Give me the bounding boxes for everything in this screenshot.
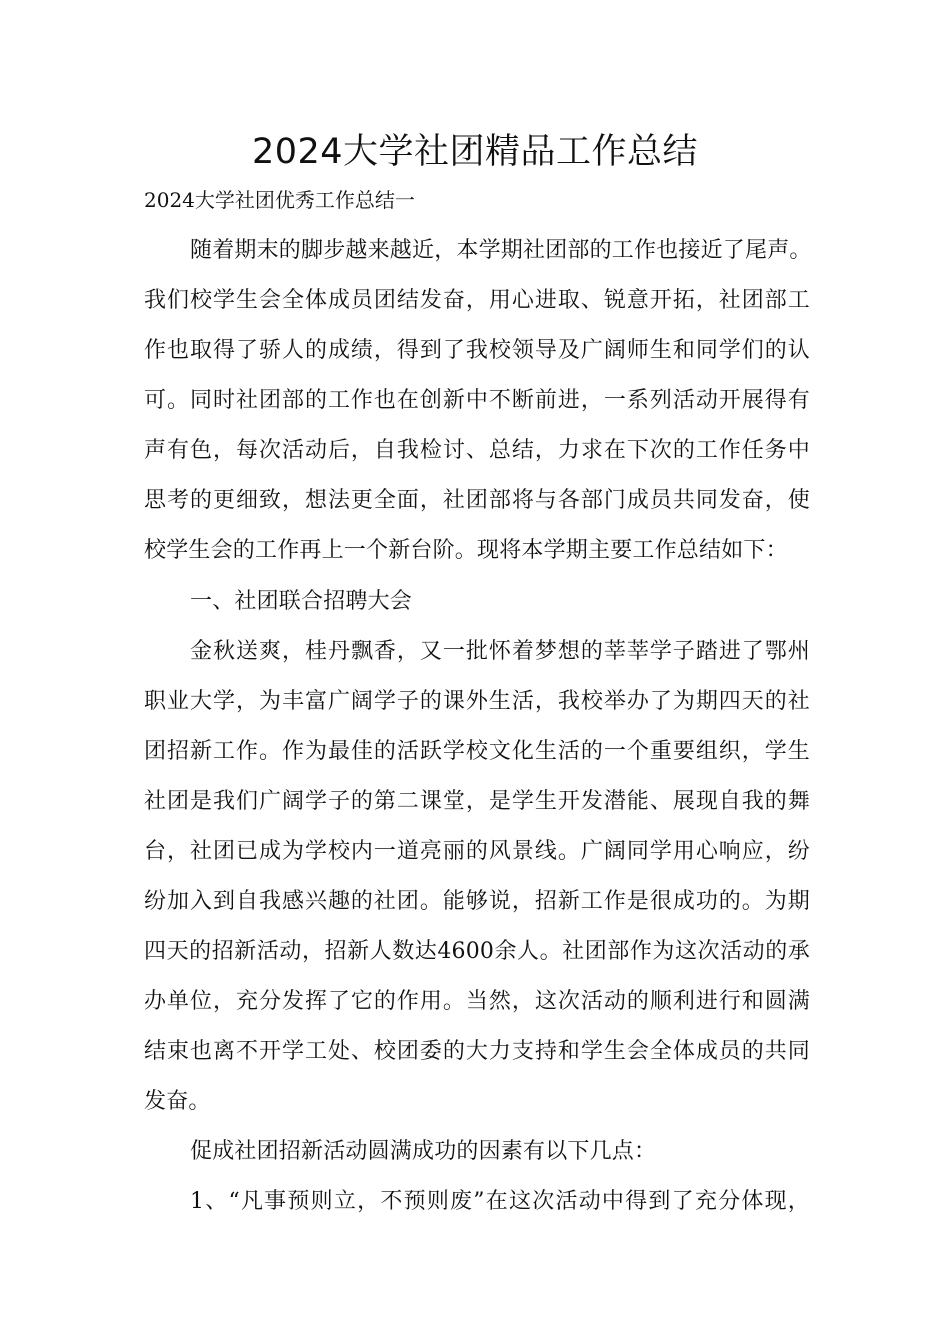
- paragraph-line: 发奋。: [144, 1089, 211, 1114]
- section-heading: 一、社团联合招聘大会: [190, 589, 413, 614]
- paragraph-line: 结束也离不开学工处、校团委的大力支持和学生会全体成员的共同: [144, 1039, 810, 1064]
- paragraph-line: 台，社团已成为学校内一道亮丽的风景线。广阔同学用心响应，纷: [144, 839, 810, 864]
- document-subtitle: 2024大学社团优秀工作总结一: [144, 188, 415, 212]
- list-item: 1、“凡事预则立，不预则废”在这次活动中得到了充分体现，: [190, 1189, 810, 1214]
- paragraph-line: 可。同时社团部的工作也在创新中不断前进，一系列活动开展得有: [144, 388, 810, 413]
- paragraph-line: 职业大学，为丰富广阔学子的课外生活，我校举办了为期四天的社: [144, 689, 810, 714]
- paragraph-line: 金秋送爽，桂丹飘香，又一批怀着梦想的莘莘学子踏进了鄂州: [190, 639, 810, 664]
- paragraph-line: 促成社团招新活动圆满成功的因素有以下几点：: [190, 1139, 657, 1164]
- paragraph-line: 纷加入到自我感兴趣的社团。能够说，招新工作是很成功的。为期: [144, 889, 810, 914]
- paragraph-line: 四天的招新活动，招新人数达4600余人。社团部作为这次活动的承: [144, 939, 810, 964]
- paragraph-line: 声有色，每次活动后，自我检讨、总结，力求在下次的工作任务中: [144, 438, 810, 463]
- paragraph-line: 我们校学生会全体成员团结发奋，用心进取、锐意开拓，社团部工: [144, 288, 810, 313]
- paragraph-line: 校学生会的工作再上一个新台阶。现将本学期主要工作总结如下：: [144, 538, 788, 563]
- paragraph-line: 作也取得了骄人的成绩，得到了我校领导及广阔师生和同学们的认: [144, 338, 810, 363]
- paragraph-line: 随着期末的脚步越来越近，本学期社团部的工作也接近了尾声。: [190, 238, 812, 263]
- paragraph-line: 社团是我们广阔学子的第二课堂，是学生开发潜能、展现自我的舞: [144, 789, 810, 814]
- paragraph-line: 思考的更细致，想法更全面，社团部将与各部门成员共同发奋，使: [144, 488, 810, 513]
- document-title: 2024大学社团精品工作总结: [251, 132, 699, 172]
- paragraph-line: 办单位，充分发挥了它的作用。当然，这次活动的顺利进行和圆满: [144, 989, 810, 1014]
- paragraph-line: 团招新工作。作为最佳的活跃学校文化生活的一个重要组织，学生: [144, 739, 810, 764]
